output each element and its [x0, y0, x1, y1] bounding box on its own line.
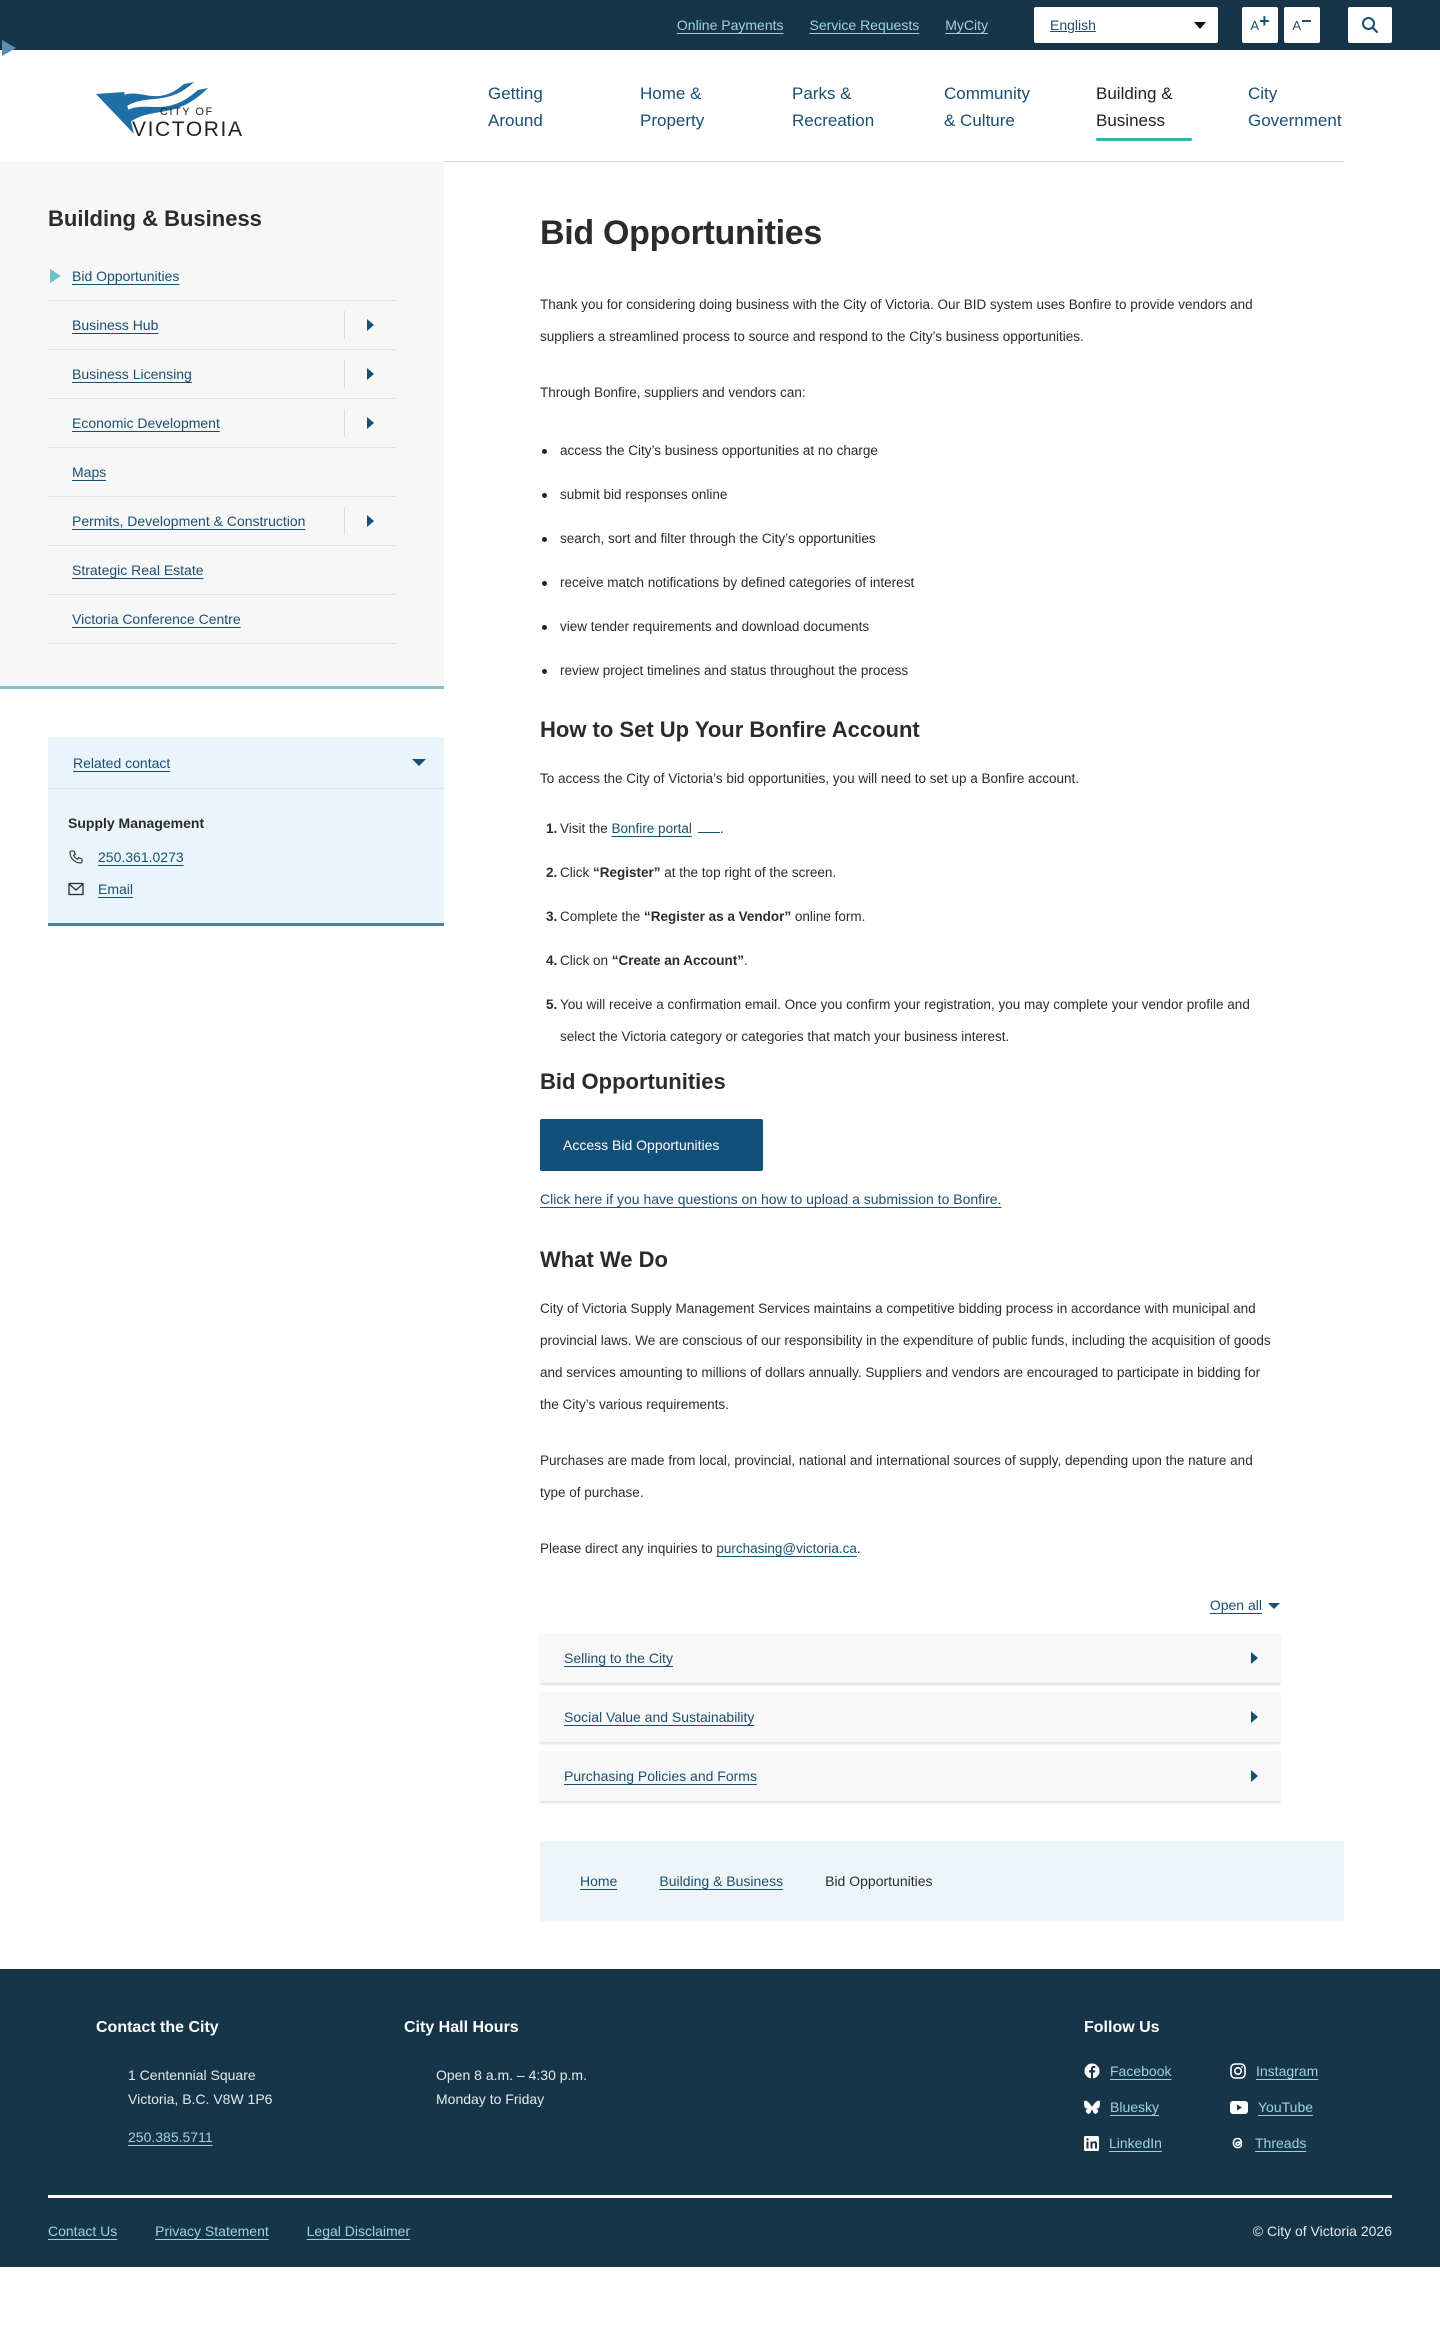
list-item: view tender requirements and download documents: [540, 605, 1280, 649]
side-item-economic-development: [48, 399, 396, 448]
step-number: 2.: [546, 865, 558, 880]
what-paragraph-1: City of Victoria Supply Management Services maintains a competitive bidding process in accordance with municipal and provincial laws. We are conscious of our responsibility in the expenditure of public funds, including the acquisition of goods and services amounting to millions of dollars annually. Suppliers and vendors are encouraged to participate in bidding for the City’s various requirements.: [540, 1301, 1271, 1412]
footer-heading: Contact the City: [96, 2019, 219, 2036]
threads-icon: [1230, 2135, 1245, 2151]
side-link[interactable]: Maps: [72, 464, 107, 480]
site-header: [0, 50, 1440, 162]
step-item: [540, 983, 1280, 1053]
side-item-business-hub: [48, 301, 396, 350]
contact-phone-link[interactable]: 250.361.0273: [98, 849, 184, 865]
nav-label: Business: [1096, 111, 1165, 130]
caret-right-icon: [367, 368, 374, 380]
social-instagram: [1230, 2059, 1350, 2083]
purchasing-email-link[interactable]: purchasing@victoria.ca: [716, 1541, 857, 1556]
bluesky-link[interactable]: Bluesky: [1110, 2099, 1160, 2115]
privacy-statement-link[interactable]: Privacy Statement: [155, 2223, 269, 2239]
nav-parks-recreation[interactable]: [792, 80, 944, 134]
step-item: [540, 895, 1280, 939]
accordion-label[interactable]: Selling to the City: [564, 1650, 673, 1666]
service-requests-link[interactable]: Service Requests: [809, 17, 920, 33]
page-title: Bid Opportunities: [540, 214, 822, 252]
caret-down-icon: [1268, 1603, 1280, 1609]
accordion-label[interactable]: Social Value and Sustainability: [564, 1709, 755, 1725]
inquiry-text: .: [856, 1541, 861, 1556]
side-link[interactable]: Permits, Development & Construction: [72, 513, 306, 529]
access-bid-opportunities-button[interactable]: Access Bid Opportunities: [540, 1119, 763, 1171]
step-item: [540, 807, 1280, 851]
current-page-arrow-icon: [50, 269, 61, 283]
expand-button[interactable]: [344, 507, 396, 535]
list-item: receive match notifications by defined categories of interest: [540, 561, 1280, 605]
contact-name: Supply Management: [68, 815, 205, 831]
step-bold: “Register as a Vendor”: [644, 909, 792, 924]
search-button[interactable]: [1348, 7, 1392, 43]
caret-right-icon: [1251, 1652, 1258, 1664]
step-number: 1.: [546, 821, 558, 836]
footer-contact: [96, 2019, 272, 2147]
utility-bar: [0, 0, 1440, 50]
decrease-font-button[interactable]: [1284, 7, 1320, 43]
social-bluesky: [1084, 2095, 1230, 2119]
caret-right-icon: [367, 417, 374, 429]
contact-email-row: [68, 873, 424, 905]
bid-heading: Bid Opportunities: [540, 1069, 726, 1094]
legal-disclaimer-link[interactable]: Legal Disclaimer: [306, 2223, 411, 2239]
linkedin-icon: [1084, 2136, 1099, 2151]
accordion-selling-to-the-city[interactable]: [540, 1633, 1280, 1683]
nav-label: Around: [488, 111, 543, 130]
city-of-victoria-logo[interactable]: [94, 76, 244, 142]
font-a-label: A: [1250, 17, 1260, 33]
what-paragraph-2: Purchases are made from local, provincial, national and international sources of supply, depending upon the nature and type of purchase.: [540, 1453, 1253, 1500]
bonfire-help-link[interactable]: Click here if you have questions on how to upload a submission to Bonfire.: [540, 1191, 1002, 1207]
contact-us-link[interactable]: Contact Us: [48, 2223, 118, 2239]
related-contact-label[interactable]: Related contact: [73, 754, 171, 771]
bonfire-portal-link[interactable]: Bonfire portal: [611, 821, 692, 836]
nav-label: City: [1248, 84, 1278, 103]
footer-phone-link[interactable]: 250.385.5711: [128, 2129, 213, 2145]
step-bold: “Create an Account”: [611, 953, 745, 968]
side-link[interactable]: Business Hub: [72, 317, 159, 333]
open-all-control: [540, 1597, 1280, 1613]
breadcrumb-home[interactable]: Home: [580, 1873, 618, 1889]
step-text: Visit the: [560, 821, 612, 836]
external-link-icon: [698, 821, 720, 833]
facebook-link[interactable]: Facebook: [1110, 2063, 1172, 2079]
intro-paragraph: Thank you for considering doing business with the City of Victoria. Our BID system uses Bonfire to provide vendors and suppliers a streamlined process to source and respond to the City’s business opportunities.: [540, 297, 1253, 344]
increase-font-button[interactable]: [1242, 7, 1278, 43]
youtube-link[interactable]: YouTube: [1258, 2099, 1314, 2115]
caret-right-icon: [367, 319, 374, 331]
minus-icon: −: [1301, 11, 1312, 31]
accordion-social-value[interactable]: [540, 1692, 1280, 1742]
main-nav: [488, 80, 1400, 134]
phone-icon: [68, 849, 84, 865]
linkedin-link[interactable]: LinkedIn: [1109, 2135, 1162, 2151]
footer-bottom: [48, 2223, 1392, 2239]
online-payments-link[interactable]: Online Payments: [676, 17, 784, 33]
expand-button[interactable]: [344, 409, 396, 437]
accordion-label[interactable]: Purchasing Policies and Forms: [564, 1768, 757, 1784]
address-line: Victoria, B.C. V8W 1P6: [128, 2091, 273, 2107]
nav-label: Government: [1248, 111, 1342, 130]
related-contact-toggle[interactable]: [48, 737, 444, 789]
youtube-icon: [1230, 2101, 1248, 2114]
section-nav: [0, 162, 444, 689]
nav-building-business[interactable]: [1096, 80, 1248, 134]
page-body: [0, 162, 1440, 1921]
logo-line-1: CITY OF: [160, 106, 214, 118]
accordion-purchasing-policies[interactable]: [540, 1751, 1280, 1801]
contact-phone-row: [68, 841, 424, 873]
step-bold: “Register”: [593, 865, 661, 880]
step-number: 3.: [546, 909, 558, 924]
footer-heading: City Hall Hours: [404, 2019, 519, 2036]
side-item-maps: [48, 448, 396, 497]
hours-line: Open 8 a.m. – 4:30 p.m.: [436, 2067, 587, 2083]
footer-divider: [48, 2195, 1392, 2198]
expand-button[interactable]: [344, 311, 396, 339]
search-icon: [1361, 16, 1379, 34]
caret-down-icon: [1194, 22, 1206, 29]
setup-intro: To access the City of Victoria’s bid opportunities, you will need to set up a Bonfire account.: [540, 771, 1080, 786]
list-item: search, sort and filter through the City’s opportunities: [540, 517, 1280, 561]
side-item-bid-opportunities: [48, 252, 396, 301]
contact-email-link[interactable]: Email: [98, 881, 134, 897]
list-item: submit bid responses online: [540, 473, 1280, 517]
step-number: 4.: [546, 953, 558, 968]
step-number: 5.: [546, 997, 558, 1012]
language-value: English: [1050, 17, 1096, 33]
side-link[interactable]: Bid Opportunities: [72, 268, 180, 284]
section-title: Building & Business: [48, 206, 262, 231]
nav-city-government[interactable]: [1248, 80, 1400, 134]
expand-button[interactable]: [344, 360, 396, 388]
side-link[interactable]: Economic Development: [72, 415, 220, 431]
footer-hours: [404, 2019, 587, 2111]
nav-community-culture[interactable]: [944, 80, 1096, 134]
related-contact-card: [48, 737, 444, 926]
step-text: Click: [560, 865, 593, 880]
nav-label: Building &: [1096, 84, 1173, 103]
list-item: review project timelines and status throughout the process: [540, 649, 1280, 693]
bluesky-icon: [1084, 2100, 1100, 2115]
social-youtube: [1230, 2095, 1350, 2119]
breadcrumb-current: Bid Opportunities: [825, 1873, 933, 1889]
step-text: online form.: [791, 909, 866, 924]
social-facebook: [1084, 2059, 1230, 2083]
step-text: Click on: [560, 953, 612, 968]
section-nav-list: [48, 252, 396, 644]
step-text: at the top right of the screen.: [660, 865, 837, 880]
footer-follow: [1084, 2019, 1350, 2155]
contact-details: [48, 789, 444, 923]
plus-icon: +: [1259, 11, 1270, 31]
caret-right-icon: [1251, 1770, 1258, 1782]
address-line: 1 Centennial Square: [128, 2067, 256, 2083]
footer-heading: Follow Us: [1084, 2019, 1160, 2036]
logo-line-2: VICTORIA: [132, 118, 244, 141]
step-text: Complete the: [560, 909, 645, 924]
nav-home-property[interactable]: [640, 80, 792, 134]
footer-legal-links: [48, 2223, 444, 2239]
copyright: © City of Victoria 2026: [1252, 2223, 1392, 2239]
benefits-list: [540, 429, 1280, 693]
caret-right-icon: [367, 515, 374, 527]
site-footer: [0, 1969, 1440, 2267]
side-link[interactable]: Strategic Real Estate: [72, 562, 204, 578]
social-linkedin: [1084, 2131, 1230, 2155]
main-content: [540, 162, 1280, 1921]
what-paragraph-3: [540, 1533, 1280, 1565]
hours-line: Monday to Friday: [436, 2091, 545, 2107]
what-we-do-heading: What We Do: [540, 1247, 668, 1272]
side-link[interactable]: Victoria Conference Centre: [72, 611, 241, 627]
side-item-strategic-real-estate: [48, 546, 396, 595]
side-item-business-licensing: [48, 350, 396, 399]
facebook-icon: [1084, 2063, 1100, 2079]
open-all-button[interactable]: Open all: [1209, 1597, 1262, 1613]
nav-getting-around[interactable]: [488, 80, 640, 134]
step-text: .: [719, 821, 724, 836]
inquiry-text: Please direct any inquiries to: [540, 1541, 717, 1556]
setup-steps: [540, 807, 1280, 1053]
step-item: [540, 939, 1280, 983]
instagram-icon: [1230, 2063, 1246, 2079]
nav-label: Parks &: [792, 84, 852, 103]
envelope-icon: [68, 882, 84, 896]
nav-label: Home &: [640, 84, 702, 103]
step-text: You will receive a confirmation email. Once you confirm your registration, you may complete your vendor profile and select the Victoria category or categories that match your business interest.: [560, 997, 1250, 1044]
threads-link[interactable]: Threads: [1255, 2135, 1307, 2151]
caret-right-icon: [1251, 1711, 1258, 1723]
step-text: .: [744, 953, 748, 968]
nav-label: Property: [640, 111, 705, 130]
side-link[interactable]: Business Licensing: [72, 366, 192, 382]
nav-label: Getting: [488, 84, 543, 103]
side-item-conference-centre: [48, 595, 396, 644]
list-item: access the City’s business opportunities at no charge: [540, 429, 1280, 473]
sidebar: [0, 162, 444, 1921]
instagram-link[interactable]: Instagram: [1256, 2063, 1319, 2079]
nav-label: Recreation: [792, 111, 875, 130]
step-item: [540, 851, 1280, 895]
side-item-permits: [48, 497, 396, 546]
breadcrumb: [540, 1841, 1344, 1921]
setup-heading: How to Set Up Your Bonfire Account: [540, 717, 920, 742]
caret-down-icon: [412, 759, 426, 766]
nav-label: Community: [944, 84, 1030, 103]
language-select[interactable]: [1034, 7, 1218, 43]
through-paragraph: Through Bonfire, suppliers and vendors can:: [540, 385, 806, 400]
font-a-label: A: [1292, 17, 1302, 33]
mycity-link[interactable]: MyCity: [945, 17, 988, 33]
social-threads: [1230, 2131, 1350, 2155]
breadcrumb-building-business[interactable]: Building & Business: [659, 1873, 784, 1889]
nav-label: & Culture: [944, 111, 1015, 130]
social-links: [1084, 2059, 1350, 2155]
